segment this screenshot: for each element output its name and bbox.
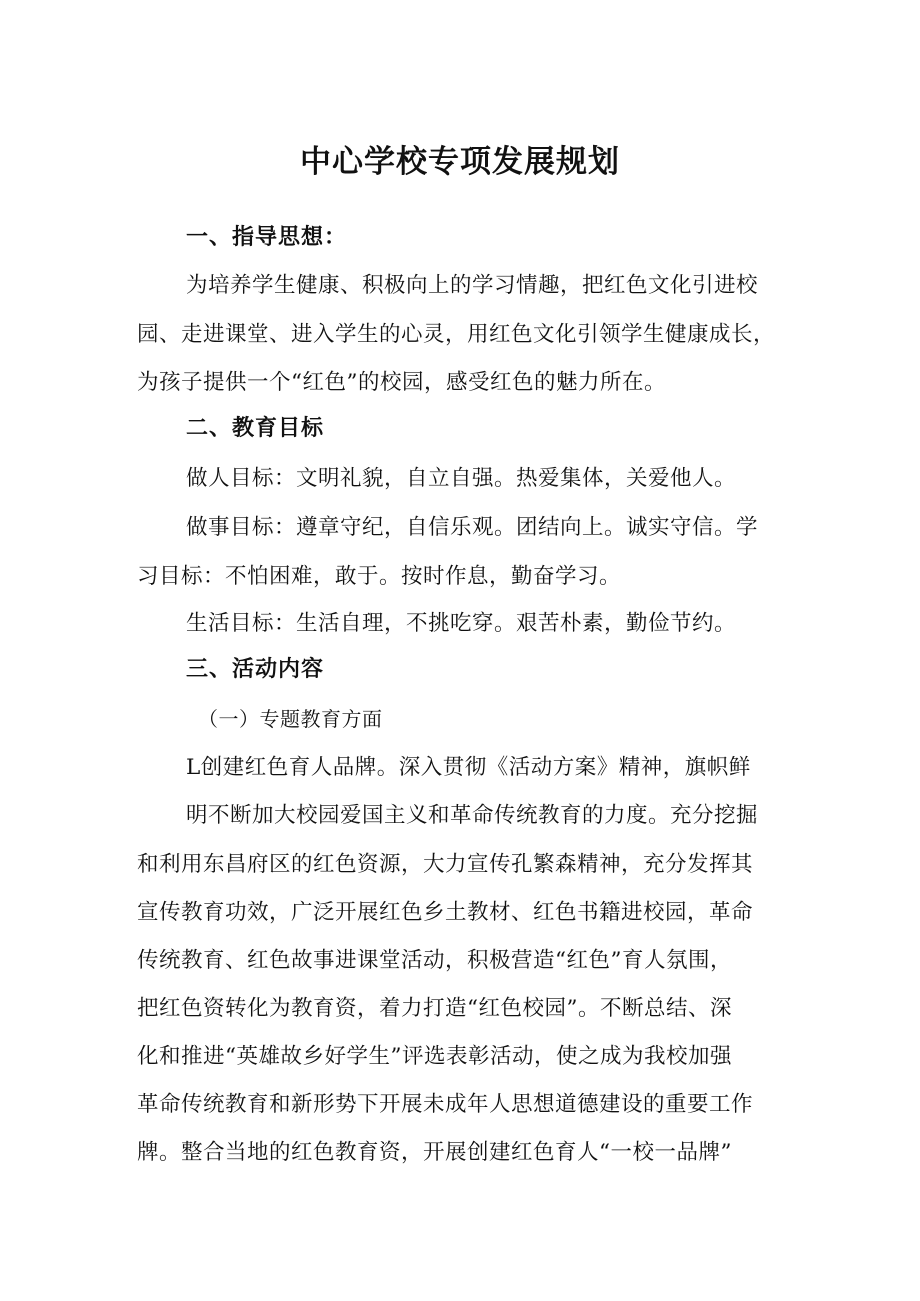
paragraph-line: 宣传教育功效，广泛开展红色乡土教材、红色书籍进校园，革命 (137, 900, 754, 925)
subsection-heading: （一）专题教育方面 (198, 707, 383, 731)
paragraph-line: 为孩子提供一个“红色”的校园，感受红色的魅力所在。 (137, 370, 666, 395)
paragraph-line: 明不断加大校园爱国主义和革命传统教育的力度。充分挖掘 (186, 803, 759, 828)
paragraph-line: 做事目标：遵章守纪，自信乐观。团结向上。诚实守信。学 (186, 515, 759, 540)
paragraph-line: 习目标：不怕困难，敢于。按时作息，勤奋学习。 (137, 564, 622, 589)
section-heading-activity-content: 三、活动内容 (186, 657, 325, 682)
paragraph-line: 传统教育、红色故事进课堂活动，积极营造“红色”育人氛围， (137, 948, 732, 973)
paragraph-line: 生活目标：生活自理，不挑吃穿。艰苦朴素，勤俭节约。 (186, 611, 737, 636)
paragraph-line: L创建红色育人品牌。深入贯彻《活动方案》精神，旗帜鲜 (186, 755, 751, 780)
section-heading-education-goals: 二、教育目标 (186, 416, 325, 441)
paragraph-line: 和利用东昌府区的红色资源，大力宣传孔繁森精神，充分发挥其 (137, 852, 754, 877)
paragraph-line: 牌。整合当地的红色教育资，开展创建红色育人“一校一品牌” (137, 1140, 732, 1165)
paragraph-line: 做人目标：文明礼貌，自立自强。热爱集体，关爱他人。 (186, 466, 737, 491)
paragraph-line: 园、走进课堂、进入学生的心灵，用红色文化引领学生健康成长， (137, 322, 776, 347)
paragraph-line: 为培养学生健康、积极向上的学习情趣，把红色文化引进校 (186, 273, 759, 298)
section-heading-guiding-thought: 一、指导思想： (186, 225, 348, 250)
paragraph-line: 把红色资转化为教育资，着力打造“红色校园”。不断总结、深 (137, 996, 732, 1021)
paragraph-line: 化和推进“英雄故乡好学生”评选表彰活动，使之成为我校加强 (137, 1044, 732, 1069)
paragraph-line: 革命传统教育和新形势下开展未成年人思想道德建设的重要工作 (137, 1092, 754, 1117)
document-title: 中心学校专项发展规划 (300, 144, 620, 180)
